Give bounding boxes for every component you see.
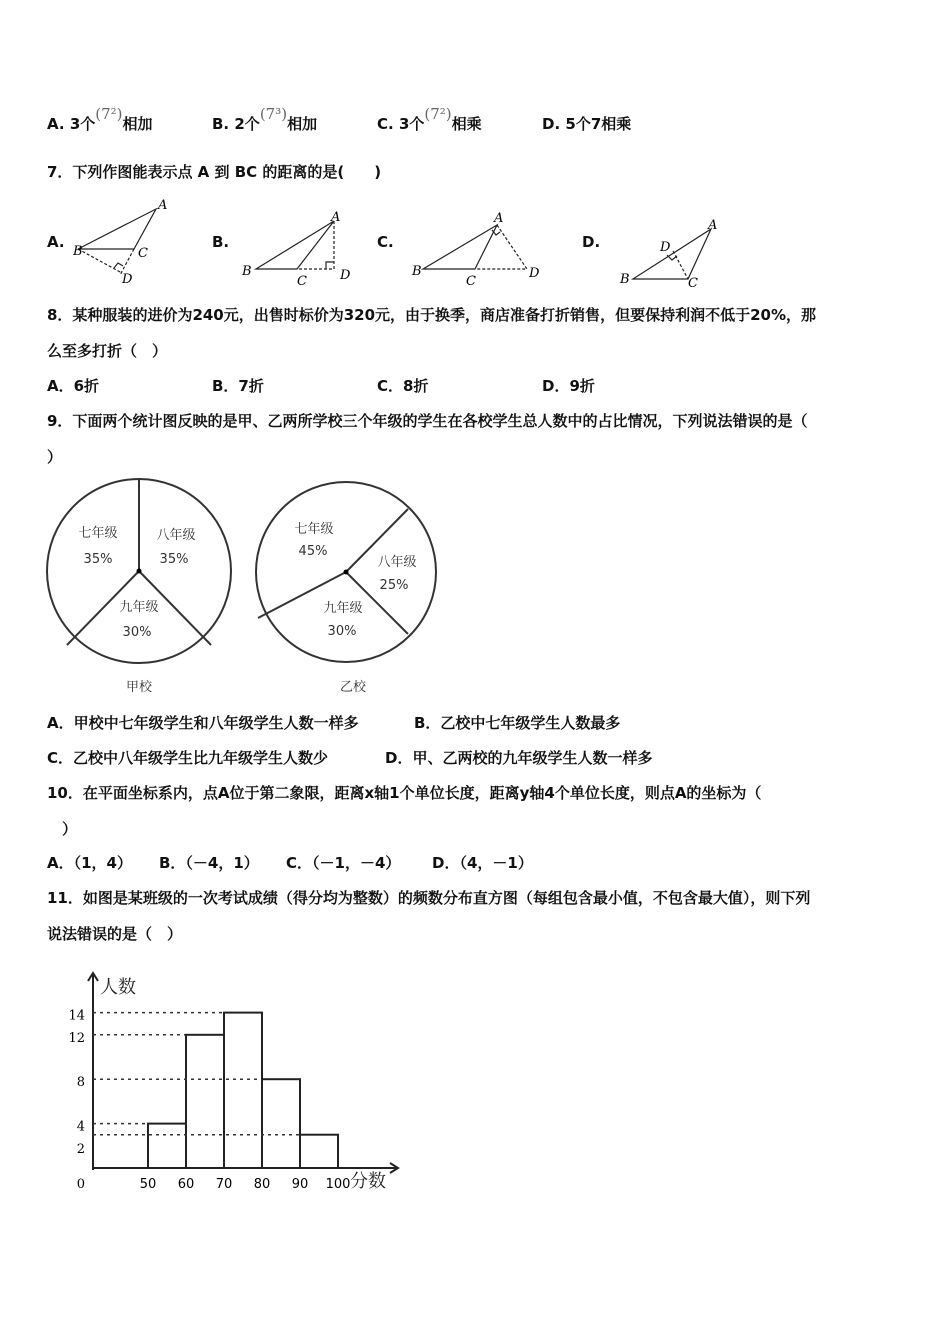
q10-option-a: A．（1，4）: [47, 854, 132, 872]
x-tick-label: 60: [177, 1177, 195, 1192]
pie-yi-label-8: 八年级: [377, 555, 417, 570]
q6-option-d: D. 5个7相乘: [542, 115, 632, 133]
pie-jia-label-9: 九年级: [119, 600, 159, 615]
pie-jia-value-8: 35%: [159, 552, 189, 567]
q10-option-b: B．（－4，1）: [159, 854, 259, 872]
y-tick-label: 0: [76, 1177, 85, 1192]
y-tick-label: 14: [68, 1008, 85, 1024]
y-tick-label: 2: [76, 1141, 85, 1157]
q6-option-b: B. 2个(7³)相加: [212, 105, 318, 133]
q10-option-c: C．（－1，－4）: [286, 854, 401, 872]
histogram-bar: [300, 1135, 338, 1168]
pie-yi-value-8: 25%: [379, 578, 409, 593]
q6-option-a: A. 3个(7²)相加: [47, 105, 153, 133]
pie-yi-label-9: 九年级: [323, 601, 363, 616]
svg-text:A: A: [494, 211, 504, 226]
pie-jia-title: 甲校: [125, 680, 153, 695]
q11-stem-line2: 说法错误的是（ ）: [47, 925, 183, 943]
svg-text:A: A: [331, 210, 341, 225]
q9-stem-line2: ）: [47, 448, 63, 466]
y-axis: [88, 973, 98, 1170]
histogram-bar: [224, 1013, 262, 1168]
svg-text:C: C: [688, 276, 698, 290]
histogram-bar: [148, 1124, 186, 1168]
pie-yi-label-7: 七年级: [294, 522, 334, 537]
q9-option-c: C．乙校中八年级学生比九年级学生人数少: [47, 749, 329, 767]
svg-text:D: D: [122, 272, 133, 287]
svg-text:C: C: [297, 274, 307, 289]
q11-stem-line1: 11．如图是某班级的一次考试成绩（得分均为整数）的频数分布直方图（每组包含最小值，不包含最大值），则下列: [47, 889, 811, 907]
q7-triangle-figures: [0, 195, 950, 290]
x-tick-label: 80: [253, 1177, 271, 1192]
svg-text:B: B: [242, 264, 252, 279]
svg-text:B: B: [412, 264, 422, 279]
q8-option-b: B．7折: [212, 377, 264, 395]
pie-jia-value-7: 35%: [83, 552, 113, 567]
q9-option-a: A．甲校中七年级学生和八年级学生人数一样多: [47, 714, 359, 732]
pie-yi-value-7: 45%: [298, 544, 328, 559]
x-tick-label: 100: [325, 1177, 351, 1192]
svg-text:D: D: [660, 240, 671, 255]
histogram-bar: [262, 1079, 300, 1168]
q11-histogram: [40, 965, 420, 1200]
q8-option-d: D．9折: [542, 377, 595, 395]
pie-jia-label-8: 八年级: [156, 528, 196, 543]
pie-jia-value-9: 30%: [122, 625, 152, 640]
svg-text:C: C: [138, 246, 148, 261]
q7-option-a: A.: [47, 233, 65, 251]
q7-option-c: C.: [377, 233, 394, 251]
svg-text:A: A: [708, 218, 718, 233]
svg-text:B: B: [620, 272, 630, 287]
q8-stem-line1: 8．某种服装的进价为240元，出售时标价为320元，由于换季，商店准备打折销售，但要保持利润不低于20%，那: [47, 306, 816, 324]
y-tick-label: 12: [68, 1030, 85, 1046]
q7-stem: 7．下列作图能表示点 A 到 BC 的距离的是( ): [47, 163, 382, 181]
q8-option-c: C．8折: [377, 377, 429, 395]
svg-text:C: C: [466, 274, 476, 289]
q10-stem-line1: 10．在平面坐标系内，点A位于第二象限，距离x轴1个单位长度，距离y轴4个单位长度，则点A的坐标为（: [47, 784, 762, 802]
q8-option-a: A．6折: [47, 377, 100, 395]
pie-yi-value-9: 30%: [327, 624, 357, 639]
svg-text:D: D: [529, 266, 540, 281]
q10-option-d: D．（4，－1）: [432, 854, 533, 872]
y-tick-label: 4: [76, 1119, 85, 1135]
x-tick-label: 70: [215, 1177, 233, 1192]
q9-pie-charts: [40, 475, 440, 700]
y-tick-label: 8: [76, 1075, 85, 1091]
svg-text:B: B: [73, 244, 83, 259]
x-tick-label: 50: [139, 1177, 157, 1192]
q8-stem-line2: 么至多打折（ ）: [47, 342, 168, 360]
histogram-bar: [186, 1035, 224, 1168]
svg-text:D: D: [340, 268, 351, 283]
q7-option-b: B.: [212, 233, 230, 251]
pie-jia-label-7: 七年级: [78, 526, 118, 541]
q10-stem-line2: ）: [62, 820, 78, 838]
q7-option-d: D.: [582, 233, 601, 251]
q9-option-b: B．乙校中七年级学生人数最多: [414, 714, 621, 732]
q9-stem-line1: 9．下面两个统计图反映的是甲、乙两所学校三个年级的学生在各校学生总人数中的占比情况，下列说法错误的是（: [47, 412, 808, 430]
svg-text:A: A: [158, 198, 168, 213]
x-axis-label: 分数: [350, 1171, 386, 1192]
q9-option-d: D．甲、乙两校的九年级学生人数一样多: [385, 749, 653, 767]
q6-option-c: C. 3个(7²)相乘: [377, 105, 482, 133]
pie-yi-title: 乙校: [339, 680, 367, 695]
x-tick-label: 90: [291, 1177, 309, 1192]
y-axis-label: 人数: [100, 977, 136, 998]
